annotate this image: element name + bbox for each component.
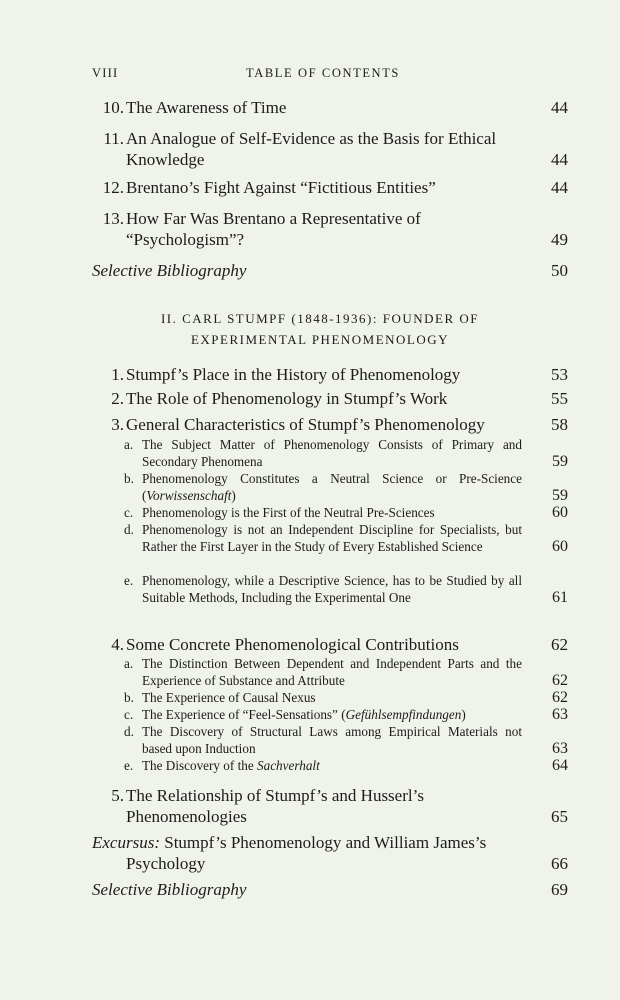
entry-page: 49 <box>551 230 568 249</box>
entry-page: 53 <box>551 365 568 384</box>
entry-number: 4. <box>111 635 124 654</box>
subentry-letter: a. <box>124 437 134 452</box>
entry-page: 50 <box>551 261 568 280</box>
subentry-page: 64 <box>552 757 568 774</box>
toc-subentry <box>92 521 568 555</box>
toc-entry <box>92 208 568 250</box>
entry-page: 55 <box>551 389 568 408</box>
toc-entry <box>92 634 568 655</box>
entry-page: 69 <box>551 880 568 899</box>
part-heading <box>120 308 520 350</box>
entry-title: Excursus: Stumpf’s Phenomenology and William James’s Psychology <box>92 833 487 873</box>
toc-subentry <box>92 706 568 723</box>
entry-number: 13. <box>102 209 124 228</box>
subentry-title: The Experience of “Feel-Sensations” (Gefühlsempfindungen) <box>142 707 466 722</box>
bibliography-entry <box>92 879 568 900</box>
entry-page: 44 <box>551 178 568 197</box>
toc-subentry <box>92 689 568 706</box>
page-title: TABLE OF CONTENTS <box>246 66 400 80</box>
subentry-page: 63 <box>552 706 568 723</box>
subentry-page: 62 <box>552 672 568 689</box>
subentry-page: 59 <box>552 487 568 504</box>
entry-page: 44 <box>551 150 568 169</box>
subentry-title: Phenomenology is the First of the Neutral Pre-Sciences <box>142 505 435 520</box>
entry-number: 2. <box>111 389 124 408</box>
entry-number: 5. <box>111 786 124 805</box>
subentry-title: The Distinction Between Dependent and Independent Parts and the Experience of Substance and Attribute <box>142 656 522 688</box>
entry-title: How Far Was Brentano a Representative of “Psychologism”? <box>126 209 421 249</box>
toc-subentry <box>92 504 568 521</box>
toc-subentry <box>92 655 568 689</box>
entry-number: 3. <box>111 415 124 434</box>
excursus-label: Excursus: <box>92 833 160 852</box>
entry-number: 12. <box>102 178 124 197</box>
subentry-title: The Subject Matter of Phenomenology Consists of Primary and Secondary Phenomena <box>142 437 522 469</box>
entry-title: Brentano’s Fight Against “Fictitious Entities” <box>126 178 436 197</box>
subentry-letter: c. <box>124 707 134 722</box>
subentry-page: 59 <box>552 453 568 470</box>
entry-title: Selective Bibliography <box>92 261 247 280</box>
toc-entry <box>92 128 568 170</box>
entry-title: Stumpf’s Place in the History of Phenomenology <box>126 365 461 384</box>
entry-page: 62 <box>551 635 568 654</box>
subentry-letter: e. <box>124 758 134 773</box>
toc-entry <box>92 785 568 827</box>
subentry-page: 62 <box>552 689 568 706</box>
entry-page: 65 <box>551 807 568 826</box>
subentry-page: 63 <box>552 740 568 757</box>
subentry-letter: d. <box>124 724 134 739</box>
toc-entry <box>92 177 568 198</box>
subentry-title: The Discovery of Structural Laws among Empirical Materials not based upon Induction <box>142 724 522 756</box>
subentry-title: Phenomenology is not an Independent Discipline for Specialists, but Rather the First Layer in the Study of Every Established Science <box>142 522 522 554</box>
subentry-title: The Discovery of the Sachverhalt <box>142 758 320 773</box>
subentry-page: 60 <box>552 504 568 521</box>
entry-number: 1. <box>111 365 124 384</box>
entry-title: Selective Bibliography <box>92 880 247 899</box>
subentry-letter: b. <box>124 690 134 705</box>
subentry-letter: b. <box>124 471 134 486</box>
entry-page: 44 <box>551 98 568 117</box>
entry-title: General Characteristics of Stumpf’s Phenomenology <box>126 415 485 434</box>
entry-title: The Role of Phenomenology in Stumpf’s Work <box>126 389 448 408</box>
toc-entry <box>92 364 568 385</box>
part-heading-line: EXPERIMENTAL PHENOMENOLOGY <box>190 332 450 347</box>
subentry-title: The Experience of Causal Nexus <box>142 690 316 705</box>
subentry-page: 61 <box>552 589 568 606</box>
subentry-letter: e. <box>124 573 134 588</box>
subentry-letter: c. <box>124 505 134 520</box>
subentry-title: Phenomenology Constitutes a Neutral Science or Pre-Science (Vorwissenschaft) <box>142 471 522 503</box>
toc-subentry <box>92 723 568 757</box>
entry-title: An Analogue of Self-Evidence as the Basis for Ethical Knowledge <box>126 129 497 169</box>
toc-subentry <box>92 572 568 606</box>
entry-title: The Relationship of Stumpf’s and Husserl’s Phenomenologies <box>126 786 424 826</box>
toc-entry <box>92 388 568 409</box>
excursus-entry <box>92 832 568 874</box>
entry-title: The Awareness of Time <box>126 98 287 117</box>
entry-number: 11. <box>103 129 124 148</box>
subentry-letter: d. <box>124 522 134 537</box>
toc-subentry <box>92 436 568 470</box>
entry-title: Some Concrete Phenomenological Contributions <box>126 635 459 654</box>
subentry-letter: a. <box>124 656 134 671</box>
toc-entry <box>92 97 568 118</box>
bibliography-entry <box>92 260 568 281</box>
toc-entry <box>92 414 568 435</box>
entry-page: 66 <box>551 854 568 873</box>
entry-page: 58 <box>551 415 568 434</box>
part-heading-line: II. CARL STUMPF (1848-1936): FOUNDER OF <box>160 311 480 326</box>
page-numeral: VIII <box>92 66 119 80</box>
toc-subentry <box>92 757 568 774</box>
subentry-page: 60 <box>552 538 568 555</box>
running-header <box>92 66 554 86</box>
subentry-title: Phenomenology, while a Descriptive Science, has to be Studied by all Suitable Methods, Including the Experimental One <box>142 573 522 605</box>
toc-subentry <box>92 470 568 504</box>
entry-number: 10. <box>102 98 124 117</box>
